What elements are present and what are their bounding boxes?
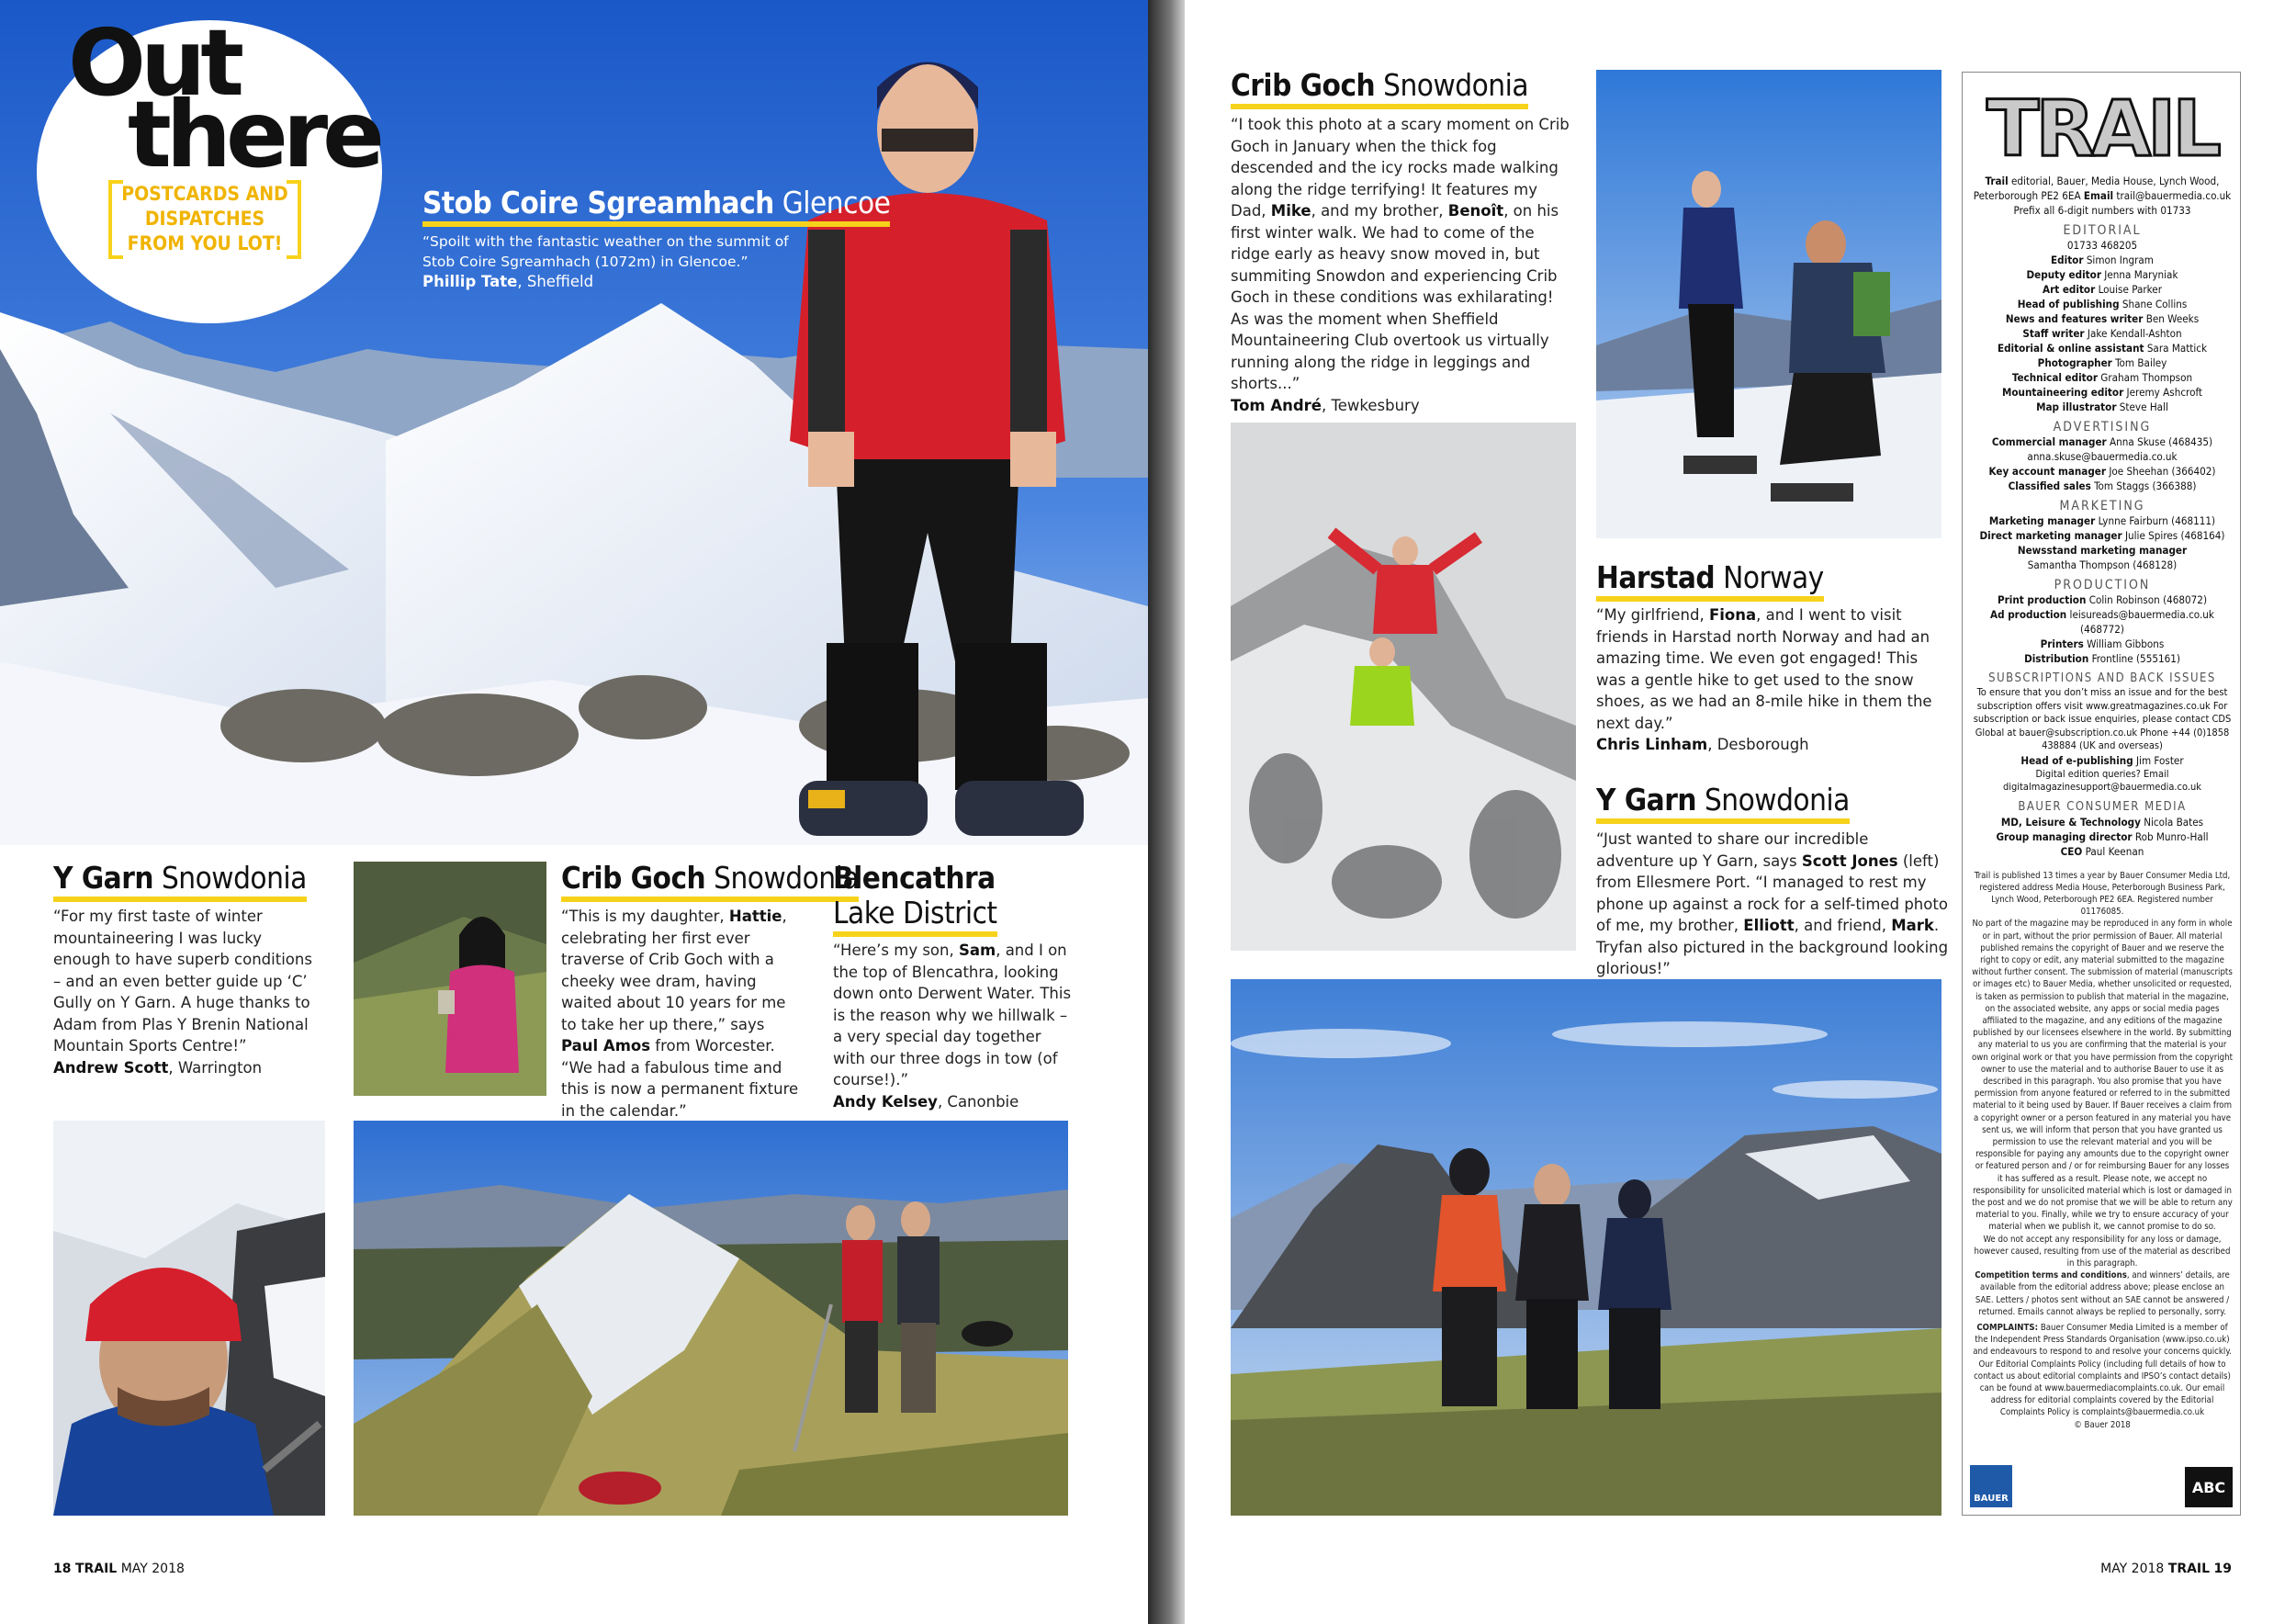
- editorial-name: Jeremy Ashcroft: [2126, 386, 2203, 399]
- ad1-email: anna.skuse@bauermedia.co.uk: [2027, 450, 2178, 463]
- blencathra-name-1: Sam: [958, 942, 996, 959]
- masthead-address: editorial, Bauer, Media House, Lynch Wood, Peterborough PE2 6EA: [1973, 175, 2220, 202]
- bauer-logo: [1970, 1465, 2012, 1507]
- cribgoch-right-heading: [1231, 68, 1528, 103]
- ygarn-right-caption: [1596, 829, 1950, 980]
- editorial-name: Louise Parker: [2098, 283, 2162, 296]
- ygarn-right-title-light: Snowdonia: [1704, 782, 1850, 818]
- masthead-legal-5: Bauer Consumer Media Limited is a member of the Independent Press Standards Organisation (www.ipso.co.uk) and endeavours to respond to and resolve your concerns quickly. Our Editorial Complaints Policy (including full details of how to contact us about editorial complaints and IPSO’s contact details) can be found at www.bauermediacomplaints.co.uk. Our email address for editorial complaints covered by the Editorial Complaints Policy is complaints@bauermedia.co.uk: [1973, 1323, 2232, 1418]
- pr4-role: Distribution: [2024, 652, 2089, 665]
- photo-blencathra: [354, 1121, 1068, 1516]
- editorial-role: Deputy editor: [2026, 268, 2101, 281]
- masthead-legal-1: Trail is published 13 times a year by Bauer Consumer Media Ltd, registered address Media House, Peterborough Business Park, Lynch Wood, Peterborough PE2 6EA. Registered number 01176085.: [1974, 870, 2231, 918]
- cribgoch-right-title-bold: Crib Goch: [1231, 67, 1376, 103]
- blencathra-caption: [833, 940, 1076, 1112]
- editorial-role: Art editor: [2043, 283, 2096, 296]
- ygarn-heading: [53, 861, 307, 896]
- right-folio-mag: TRAIL: [2167, 1562, 2211, 1576]
- hero-caption-text: “Spoilt with the fantastic weather on the summit of Stob Coire Sgreamhach (1072m) in Glencoe.”: [422, 233, 789, 270]
- editorial-role: News and features writer: [2005, 312, 2144, 325]
- cribgoch-right-text-1: “I took this photo at a scary moment on Crib Goch in January when the thick fog descended and the icy rocks made walking along the ridge terrifying! It features my Dad,: [1231, 116, 1570, 220]
- section-logo-title: [68, 9, 380, 188]
- bcm1-role: MD, Leisure & Technology: [2000, 815, 2141, 829]
- section-tagline: [118, 182, 292, 256]
- masthead-legal-4-bold: Competition terms and conditions: [1975, 1270, 2127, 1281]
- left-folio-mag: TRAIL: [74, 1562, 118, 1576]
- masthead-editorial-heading: EDITORIAL: [2063, 223, 2142, 238]
- right-folio: [2100, 1562, 2232, 1576]
- blencathra-heading: [833, 861, 997, 930]
- harstad-heading: [1596, 560, 1824, 595]
- masthead-legal-2: No part of the magazine may be reproduced in any form in whole or in part, without the prior permission of Bauer. All material published remains the copyright of Bauer and we reserve the right to copy or edit, any material submitted to the magazine without further consent. The submission of material (manuscripts or images etc) to Bauer Media, whether unsolicited or requested, is taken as permission to publish that material in the magazine, on the associated website, any apps or social media pages affiliated to the magazine, and any editions of the magazine published by our licensees elsewhere in the world. By submitting any material to us you are confirming that the material is your own original work or that you have permission from the copyright owner to use the material and to authorise Bauer to use it as described in this paragraph. You also promise that you have permission from anyone featured or referred to in the submitted material to it being used by Bauer. If Bauer receives a claim from a copyright owner or a person featured in any material you have sent us, we will inform that person that you have granted us permission to use the relevant material and you will be responsible for paying any amounts due to the copyright owner or featured person and / or for reimbursing Bauer for any losses it has suffered as a result. Please note, we accept no responsibility for unsolicited material which is lost or damaged in the post and we do not promise that we will be able to return any material to you. Finally, while we try to ensure accuracy of your material when we publish it, we cannot promise to do so.: [1972, 919, 2233, 1233]
- masthead-email-label: Email: [2083, 189, 2114, 202]
- logo-line-out: Out: [68, 9, 240, 117]
- masthead-legal-3: We do not accept any responsibility for any loss or damage, however caused, resulting from use of the material as described in this paragraph.: [1974, 1234, 2231, 1269]
- cribgoch-right-text-2: , and my brother,: [1311, 202, 1448, 220]
- cribgoch-right-name-2: Benoît: [1447, 202, 1504, 220]
- ygarn-right-name-3: Mark: [1891, 917, 1934, 934]
- editorial-row: [1972, 297, 2233, 311]
- photo-crib-goch-fog: [1231, 423, 1576, 951]
- editorial-role: Technical editor: [2011, 371, 2098, 384]
- abc-logo-text: ABC: [2191, 1478, 2226, 1496]
- hero-title-bold: Stob Coire Sgreamhach: [422, 185, 774, 220]
- hero-heading: [422, 186, 890, 220]
- mk3-name: Samantha Thompson (468128): [2027, 558, 2178, 571]
- editorial-row: [1972, 341, 2233, 355]
- editorial-role: Staff writer: [2022, 327, 2085, 340]
- cribgoch-right-credit-name: Tom André: [1231, 396, 1322, 414]
- pr3-role: Printers: [2040, 637, 2084, 650]
- ygarn-caption-text: “For my first taste of winter mountaineering I was lucky enough to have superb conditions – and an even better guide up ‘C’ Gully on Y Garn. A huge thanks to Adam from Plas Y Brenin National Mountain Sports Centre!”: [53, 908, 312, 1054]
- editorial-name: Shane Collins: [2122, 298, 2188, 310]
- abc-logo: [2185, 1467, 2233, 1507]
- ad2-role: Key account manager: [1988, 465, 2107, 478]
- masthead-marketing-heading: MARKETING: [2059, 499, 2145, 513]
- cribgoch-right-title-light: Snowdonia: [1383, 67, 1529, 103]
- hero-title-light: Glencoe: [782, 185, 891, 220]
- blencathra-text-2: , and I on the top of Blencathra, looking down onto Derwent Water. This is the reason why we hillwalk – a very special day together with our three dogs in tow (of course!).”: [833, 942, 1072, 1088]
- masthead-editorial-phone: 01733 468205: [2066, 239, 2138, 252]
- ygarn-caption: [53, 906, 320, 1078]
- masthead-email: trail@bauermedia.co.uk: [2113, 189, 2232, 202]
- editorial-name: Graham Thompson: [2100, 371, 2193, 384]
- logo-line-there: there: [128, 81, 379, 188]
- cribgoch-right-name-1: Mike: [1270, 202, 1311, 220]
- editorial-row: [1972, 400, 2233, 414]
- cribgoch-left-text-1: “This is my daughter,: [561, 908, 729, 925]
- masthead-legal-4: , and winners’ details, are available from the editorial address above; please enclose an SAE. Letters / photos sent without an SAE cannot be answered / returned. Emails cannot always be replied to personally, sorry.: [1975, 1270, 2230, 1317]
- pr2-role: Ad production: [1990, 608, 2067, 621]
- harstad-credit-place: , Desborough: [1707, 736, 1809, 753]
- left-folio: [53, 1562, 185, 1576]
- bcm3-name: Paul Keenan: [2085, 844, 2144, 858]
- right-folio-date: MAY 2018: [2100, 1562, 2165, 1576]
- mk2-name: Julie Spires (468164): [2124, 529, 2225, 542]
- cribgoch-right-caption: [1231, 114, 1570, 416]
- harstad-name-1: Fiona: [1708, 606, 1757, 624]
- photo-harstad-proposal: [1596, 70, 1941, 538]
- editorial-row: [1972, 253, 2233, 267]
- ygarn-right-name-1: Scott Jones: [1801, 851, 1898, 870]
- blencathra-text-1: “Here’s my son,: [833, 942, 959, 959]
- editorial-row: [1972, 311, 2233, 326]
- pr4-name: Frontline (555161): [2091, 652, 2180, 665]
- masthead-address-bold: Trail: [1985, 175, 2009, 187]
- editorial-row: [1972, 282, 2233, 297]
- hero-credit-name: Phillip Tate: [422, 273, 518, 290]
- trail-logo-text: TRAIL: [1986, 89, 2218, 163]
- cribgoch-left-name-1: Hattie: [728, 908, 782, 925]
- editorial-role: Mountaineering editor: [2001, 386, 2124, 399]
- harstad-text-1: “My girlfriend,: [1596, 606, 1709, 624]
- mk2-role: Direct marketing manager: [1979, 529, 2122, 542]
- editorial-row: [1972, 370, 2233, 385]
- bauer-logo-text: BAUER: [1974, 1494, 2009, 1504]
- editorial-role: Photographer: [2037, 356, 2112, 369]
- ygarn-right-text-4: . Tryfan also pictured in the background looking glorious!”: [1596, 917, 1949, 977]
- photo-ygarn-climber: [53, 1121, 325, 1516]
- blencathra-credit-place: , Canonbie: [937, 1092, 1019, 1111]
- ygarn-right-text-2: (left) from Ellesmere Port. “I managed to rest my phone up against a rock for a self-timed photo of me, my brother,: [1596, 851, 1948, 934]
- cribgoch-left-name-2: Paul Amos: [561, 1037, 651, 1054]
- editorial-name: Simon Ingram: [2086, 254, 2154, 266]
- cribgoch-left-text-3: from Worcester. “We had a fabulous time and this is now a permanent fixture in the calendar.”: [561, 1037, 799, 1120]
- editorial-name: Jake Kendall-Ashton: [2087, 327, 2182, 340]
- editorial-role: Editor: [2051, 254, 2084, 266]
- bcm2-name: Rob Munro-Hall: [2134, 829, 2209, 843]
- ygarn-credit-place: , Warrington: [168, 1058, 263, 1077]
- editorial-name: Sara Mattick: [2146, 342, 2208, 355]
- blencathra-title-bold: Blencathra: [833, 860, 996, 896]
- editorial-row: [1972, 355, 2233, 370]
- editorial-name: Jenna Maryniak: [2104, 268, 2178, 281]
- ad1-role: Commercial manager: [1991, 435, 2107, 448]
- ygarn-right-name-2: Elliott: [1743, 917, 1795, 934]
- photo-crib-goch-hattie: [354, 862, 546, 1096]
- masthead-address-block: [1972, 174, 2233, 1431]
- pr2-name: leisureads@bauermedia.co.uk (468772): [2069, 608, 2214, 636]
- ygarn-title-light: Snowdonia: [161, 860, 307, 896]
- spine-gutter: [1148, 0, 1185, 1624]
- ygarn-right-title-bold: Y Garn: [1596, 782, 1697, 818]
- tagline-text: POSTCARDS AND DISPATCHES FROM YOU LOT!: [121, 183, 288, 254]
- cribgoch-left-heading: [561, 861, 859, 896]
- cribgoch-left-title-bold: Crib Goch: [561, 860, 706, 896]
- editorial-row: [1972, 267, 2233, 282]
- masthead-panel: [1962, 72, 2241, 1516]
- masthead-legal-5-bold: COMPLAINTS:: [1976, 1323, 2039, 1334]
- masthead-subs-text: To ensure that you don’t miss an issue and for the best subscription offers visit www.greatmagazines.co.uk For subscription or back issue enquiries, please contact CDS Global at bauer@subscription.co.uk Phone +44 (0)1858 438884 (UK and overseas): [1973, 686, 2232, 751]
- subs-role: Head of e-publishing: [2020, 753, 2133, 767]
- subs-name: Jim Foster: [2135, 753, 2184, 767]
- ygarn-title-bold: Y Garn: [53, 860, 154, 896]
- ygarn-credit-name: Andrew Scott: [53, 1058, 169, 1077]
- harstad-title-light: Norway: [1723, 559, 1824, 595]
- bcm3-role: CEO: [2060, 844, 2083, 858]
- right-page-number: 19: [2213, 1562, 2232, 1576]
- masthead-editorial-list: [1972, 253, 2233, 414]
- ad3-role: Classified sales: [2008, 479, 2091, 492]
- editorial-role: Head of publishing: [2017, 298, 2120, 310]
- editorial-name: Steve Hall: [2119, 400, 2168, 413]
- cribgoch-right-text-3: , on his first winter walk. We had to come of the ridge early as heavy snow moved in, but summiting Snowdon and experiencing Crib Goch in these conditions was exhilarating! As was the moment when Sheffield Mountaineering Club overtook us virtually running along the ridge in leggings and shorts...”: [1231, 202, 1559, 392]
- photo-ygarn-group: [1231, 979, 1941, 1516]
- mk1-role: Marketing manager: [1988, 514, 2096, 527]
- editorial-role: Editorial & online assistant: [1997, 342, 2144, 355]
- ad1-name: Anna Skuse (468435): [2110, 435, 2213, 448]
- ygarn-right-heading: [1596, 783, 1850, 818]
- cribgoch-right-credit-place: , Tewkesbury: [1322, 396, 1420, 414]
- masthead-prefix: Prefix all 6-digit numbers with 01733: [2013, 204, 2191, 217]
- bcm2-role: Group managing director: [1996, 829, 2133, 843]
- pr1-name: Colin Robinson (468072): [2088, 593, 2208, 606]
- editorial-name: Tom Bailey: [2115, 356, 2167, 369]
- editorial-row: [1972, 326, 2233, 341]
- editorial-name: Ben Weeks: [2145, 312, 2200, 325]
- trail-logo: [1983, 89, 2222, 163]
- mk1-name: Lynne Fairburn (468111): [2098, 514, 2216, 527]
- masthead-production-heading: PRODUCTION: [2054, 578, 2151, 592]
- left-folio-date: MAY 2018: [120, 1562, 185, 1576]
- harstad-credit-name: Chris Linham: [1596, 736, 1708, 753]
- editorial-role: Map illustrator: [2036, 400, 2117, 413]
- masthead-subs-heading: SUBSCRIPTIONS AND BACK ISSUES: [1988, 671, 2216, 685]
- ad2-name: Joe Sheehan (366402): [2109, 465, 2216, 478]
- masthead-advertising-heading: ADVERTISING: [2053, 420, 2152, 434]
- left-page-number: 18: [53, 1562, 72, 1576]
- masthead-copyright: © Bauer 2018: [2074, 1419, 2131, 1430]
- ad3-name: Tom Staggs (366388): [2094, 479, 2197, 492]
- editorial-row: [1972, 385, 2233, 400]
- right-page: [1185, 0, 2296, 1624]
- harstad-title-bold: Harstad: [1596, 559, 1716, 595]
- harstad-text-2: , and I went to visit friends in Harstad north Norway and had an amazing time. We even got engaged! This was a gentle hike to get used to the snow shoes, as we had an 8-mile hike in them the next day.”: [1596, 606, 1932, 732]
- cribgoch-left-text-2: , celebrating her first ever traverse of Crib Goch with a cheeky wee dram, having waited about 10 years for me to take her up there,” says: [561, 908, 787, 1033]
- hero-credit-place: , Sheffield: [517, 273, 594, 290]
- pr1-role: Print production: [1997, 593, 2087, 606]
- cribgoch-left-title-light: Snowdonia: [714, 860, 860, 896]
- bcm1-name: Nicola Bates: [2144, 815, 2204, 829]
- pr3-name: William Gibbons: [2087, 637, 2165, 650]
- mk3-role: Newsstand marketing manager: [2017, 544, 2188, 557]
- cribgoch-left-caption: [561, 906, 805, 1122]
- ygarn-right-text-1: “Just wanted to share our incredible adventure up Y Garn, says: [1596, 830, 1869, 870]
- ygarn-right-text-3: , and friend,: [1794, 917, 1892, 934]
- blencathra-title-light: Lake District: [833, 895, 997, 937]
- masthead-subs-text2: Digital edition queries? Email digitalmagazinesupport@bauermedia.co.uk: [2002, 767, 2202, 793]
- hero-caption: [422, 231, 790, 292]
- harstad-caption: [1596, 604, 1950, 756]
- masthead-bcm-heading: BAUER CONSUMER MEDIA: [2018, 799, 2187, 814]
- blencathra-credit-name: Andy Kelsey: [833, 1092, 938, 1111]
